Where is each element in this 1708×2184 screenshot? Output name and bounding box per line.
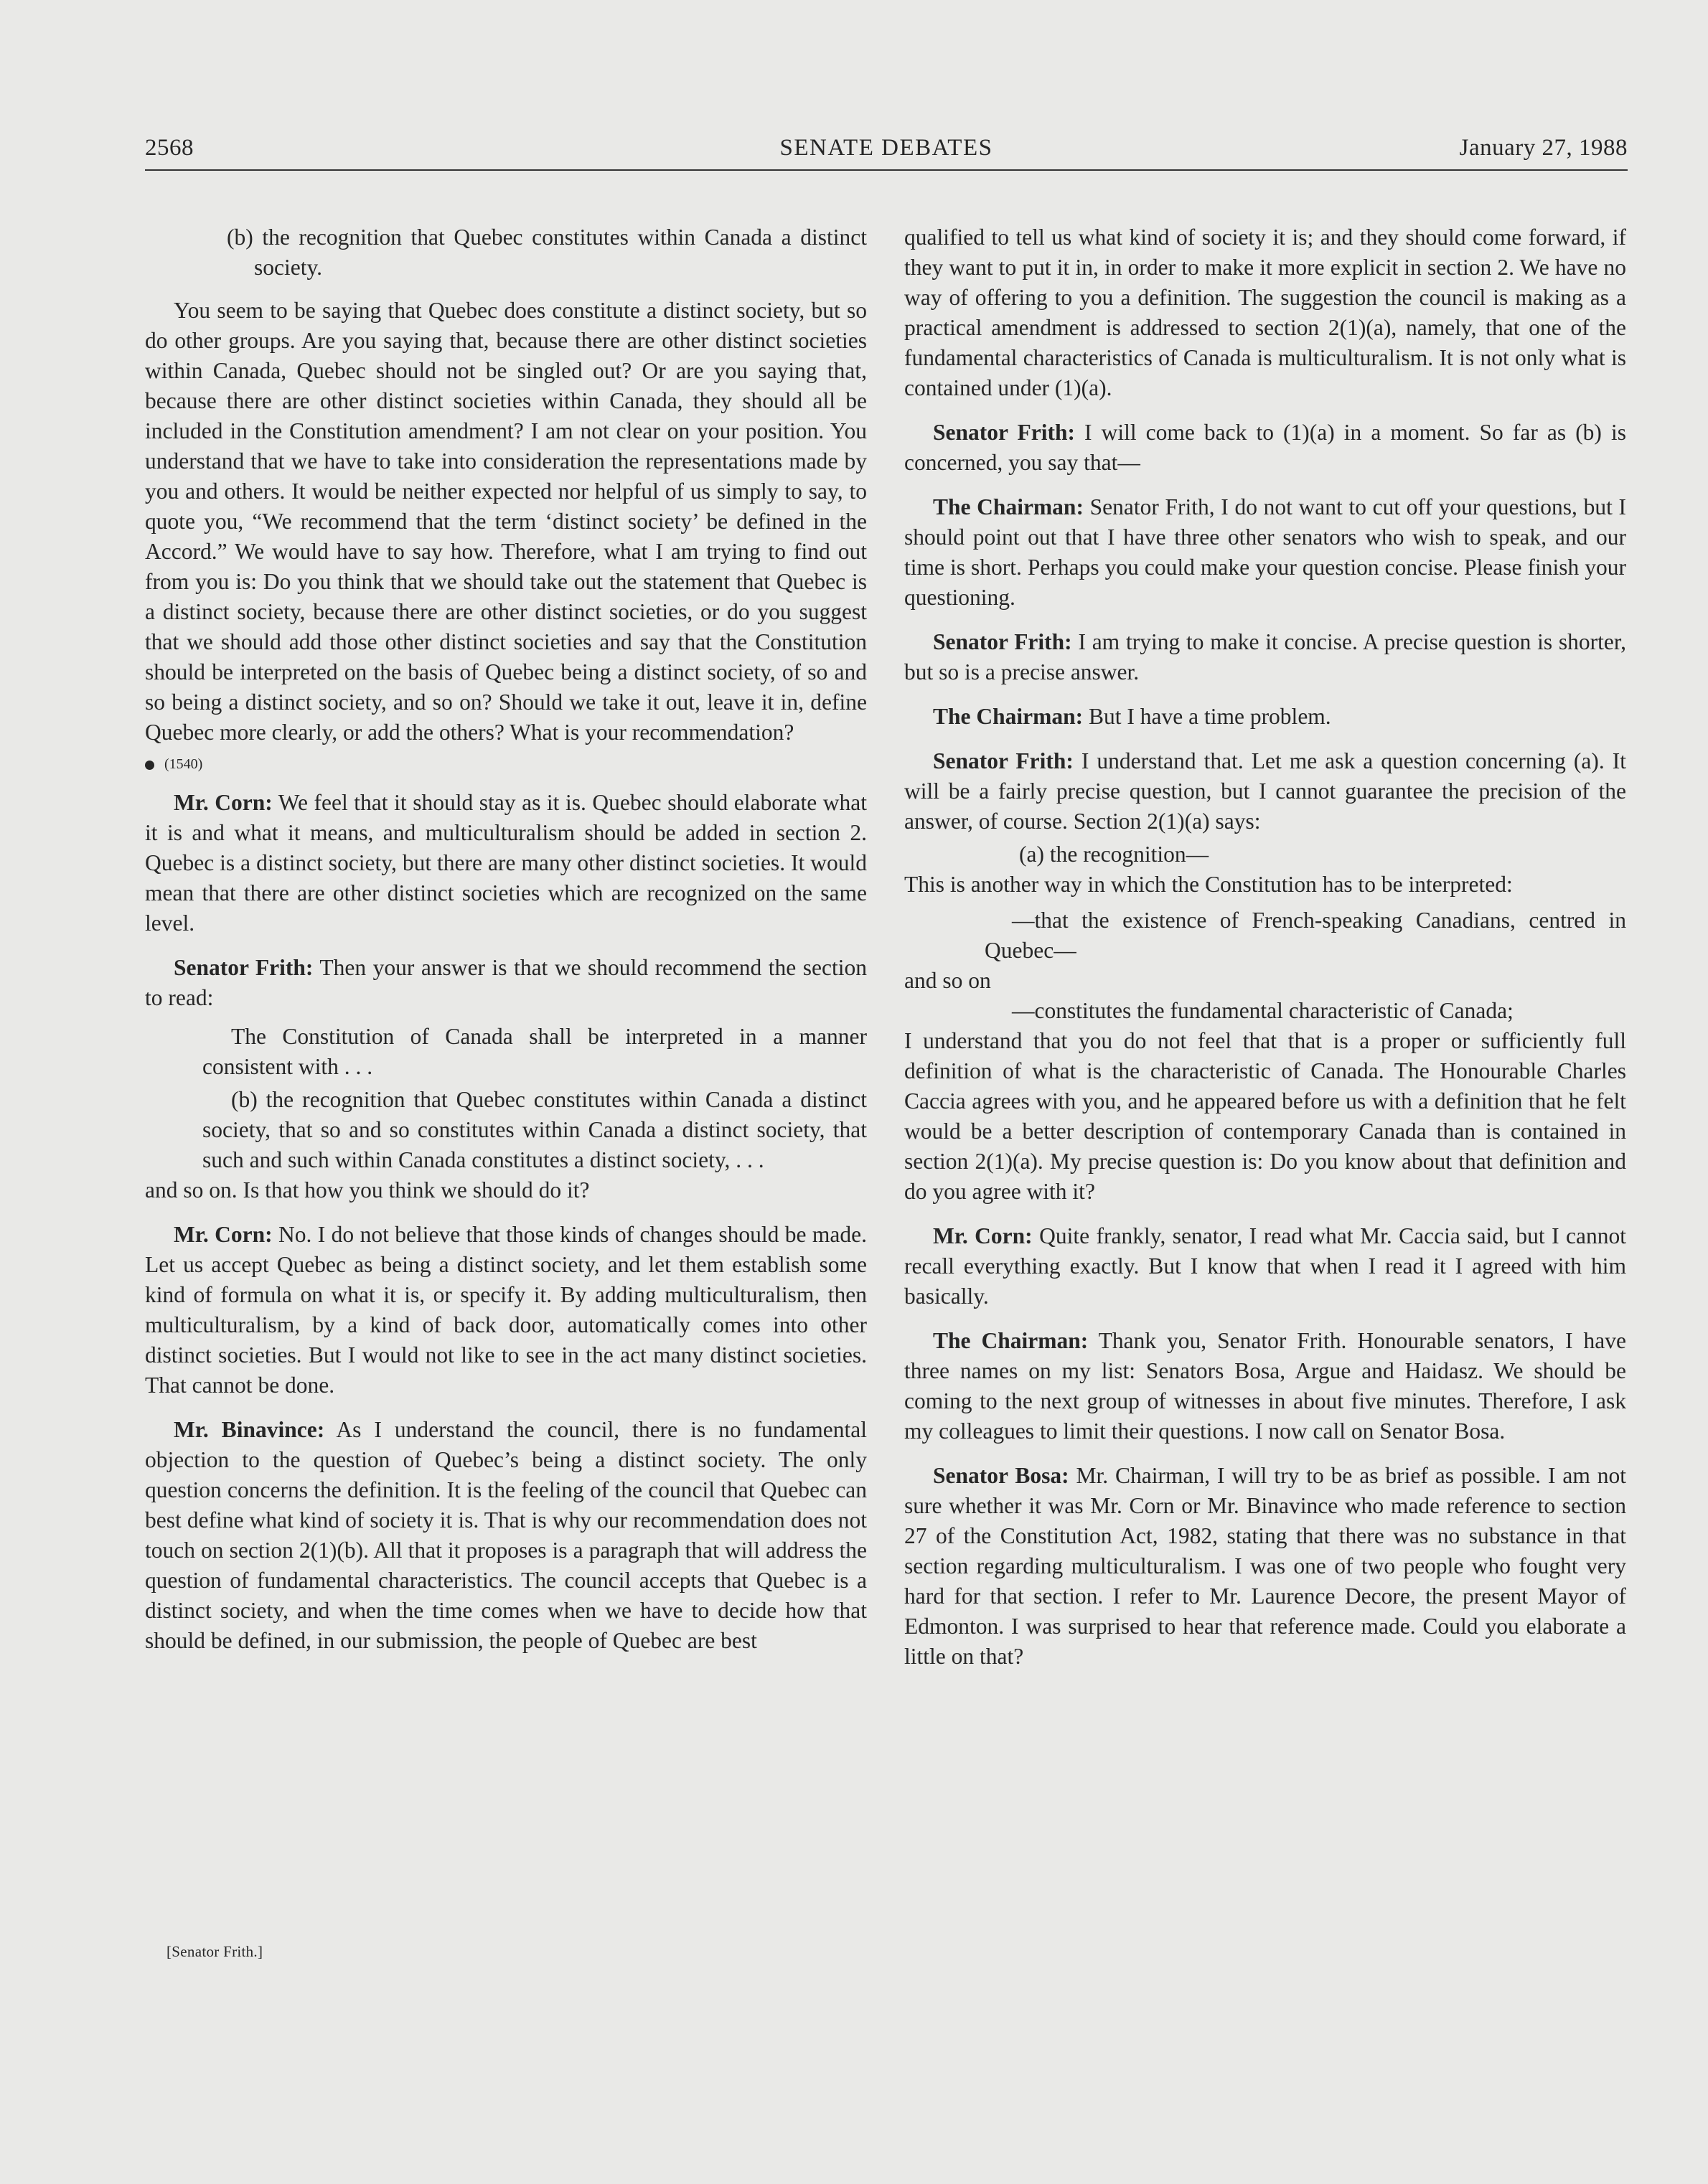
quoted-characteristic: —constitutes the fundamental characteristic of Canada; — [1012, 998, 1514, 1023]
footer-note: [Senator Frith.] — [166, 1943, 263, 1960]
speech-text: But I have a time problem. — [1083, 704, 1331, 729]
speaker-name: Senator Frith: — [933, 420, 1075, 445]
speech-frith — [904, 627, 1626, 687]
time-marker: (1540) — [145, 752, 867, 776]
speech-chairman — [904, 702, 1626, 732]
speaker-name: Mr. Corn: — [174, 1222, 273, 1247]
speech-text: Then your answer is that we should recommend the section to read: — [145, 955, 867, 1010]
speech-text: Thank you, Senator Frith. Honourable senators, I have three names on my list: Senators Bosa, Argue and Haidasz. We should be coming to the next group of witnesses in about five minutes. Therefore, I ask my colleagues to limit their questions. I now call on Senator Bosa. — [904, 1328, 1626, 1444]
speech-text: Quite frankly, senator, I read what Mr. Caccia said, but I cannot recall everything exactly. But I know that when I read it I agreed with him basically. — [904, 1223, 1626, 1309]
speaker-name: Senator Frith: — [174, 955, 314, 980]
speech-chairman — [904, 1326, 1626, 1446]
speech-frith — [904, 746, 1626, 837]
speech-text: I am trying to make it concise. A precise question is shorter, but so is a precise answer. — [904, 629, 1626, 684]
speaker-name: Senator Frith: — [933, 748, 1074, 773]
speech-text: Senator Frith, I do not want to cut off your questions, but I should point out that I have three other senators who wish to speak, and our time is short. Perhaps you could make your question concise. Please finish your questioning. — [904, 494, 1626, 610]
paragraph: qualified to tell us what kind of society it is; and they should come forward, if they want to put it in, in order to make it more explicit in section 2. We have no way of offering to you a definition. The suggestion the council is making as a practical amendment is addressed to section 2(1)(a), namely, that one of the fundamental characteristics of Canada is multiculturalism. It is not only what is contained under (1)(a). — [904, 225, 1626, 400]
speech-corn — [145, 788, 867, 938]
speaker-name: The Chairman: — [933, 1328, 1089, 1353]
speaker-name: Senator Bosa: — [933, 1463, 1069, 1488]
speaker-name: The Chairman: — [933, 494, 1084, 519]
speech-frith — [904, 418, 1626, 478]
paragraph: This is another way in which the Constitution has to be interpreted: — [904, 872, 1513, 897]
right-column — [904, 222, 1626, 1672]
speech-text: Mr. Chairman, I will try to be as brief as possible. I am not sure whether it was Mr. Corn or Mr. Binavince who made reference to section 27 of the Constitution Act, 1982, stating that there was no substance in that section regarding multiculturalism. I was one of two people who fought very hard for that section. I refer to Mr. Laurence Decore, the present Mayor of Edmonton. I was surprised to hear that reference made. Could you elaborate a little on that? — [904, 1463, 1626, 1669]
paragraph: I understand that you do not feel that that is a proper or sufficiently full definition of what is the characteristic of Canada. The Honourable Charles Caccia agrees with you, and he appeared before us with a definition that he felt would be a better description of contemporary Canada than is contained in section 2(1)(a). My precise question is: Do you know about that definition and do you agree with it? — [904, 1028, 1626, 1204]
speech-corn — [904, 1221, 1626, 1312]
quoted-constitution: The Constitution of Canada shall be interpreted in a manner consistent with . . . — [202, 1024, 867, 1079]
publication-date: January 27, 1988 — [1459, 135, 1628, 161]
paragraph: You seem to be saying that Quebec does constitute a distinct society, but so do other groups. Are you saying that, because there are other distinct societies within Canada, Quebec should not be singled out? Or are you saying that, because there are other distinct societies within Canada, they should all be included in the Constitution amendment? I am not clear on your position. You understand that we have to take into consideration the representations made by you and others. It would be neither expected nor helpful of us simply to say, to quote you, “We recommend that the term ‘distinct society’ be defined in the Accord.” We would have to say how. Therefore, what I am trying to find out from you is: Do you think that we should take out the statement that Quebec is a distinct society, because there are other distinct societies, or do you suggest that we should add those other distinct societies and say that the Constitution should be interpreted on the basis of Quebec being a distinct society, of so and so being a distinct society, and so on? Should we take it out, leave it in, define Quebec more clearly, or add the others? What is your recommendation? — [145, 298, 867, 745]
paragraph: and so on. Is that how you think we should do it? — [145, 1177, 590, 1202]
quoted-french-canadians: —that the existence of French-speaking Canadians, centred in Quebec— — [985, 908, 1626, 963]
speech-text: I understand that. Let me ask a question concerning (a). It will be a fairly precise question, but I cannot guarantee the precision of the answer, of course. Section 2(1)(a) says: — [904, 748, 1626, 834]
speech-binavince — [145, 1415, 867, 1656]
speaker-name: Mr. Corn: — [174, 790, 273, 815]
page-header — [145, 133, 1628, 171]
speaker-name: Senator Frith: — [933, 629, 1072, 654]
paragraph: and so on — [904, 968, 991, 993]
speech-corn — [145, 1220, 867, 1401]
quoted-clause-b-extended: (b) the recognition that Quebec constitutes within Canada a distinct society, that so and so constitutes within Canada a distinct society, that such and such within Canada constitutes a distinct society, . . . — [202, 1087, 867, 1172]
quoted-clause-a: (a) the recognition— — [1019, 842, 1209, 867]
quoted-clause-b: (b) the recognition that Quebec constitutes within Canada a distinct society. — [227, 225, 867, 280]
speech-frith — [145, 953, 867, 1013]
speaker-name: The Chairman: — [933, 704, 1084, 729]
speech-text: We feel that it should stay as it is. Quebec should elaborate what it is and what it means, and multiculturalism should be added in section 2. Quebec is a distinct society, but there are many other distinct societies. It would mean that there are other distinct societies which are recognized on the same level. — [145, 790, 868, 936]
page-number: 2568 — [145, 135, 194, 161]
speaker-name: Mr. Binavince: — [174, 1417, 325, 1442]
bullet-icon — [145, 761, 154, 770]
speaker-name: Mr. Corn: — [933, 1223, 1033, 1248]
left-column — [145, 222, 867, 1656]
publication-title: SENATE DEBATES — [779, 135, 993, 161]
speech-text: I will come back to (1)(a) in a moment. So far as (b) is concerned, you say that— — [904, 420, 1626, 475]
speech-text: As I understand the council, there is no fundamental objection to the question of Quebec’s being a distinct society. The only question concerns the definition. It is the feeling of the council that Quebec can best define what kind of society it is. That is why our recommendation does not touch on section 2(1)(b). All that it proposes is a paragraph that will address the question of fundamental characteristics. The council accepts that Quebec is a distinct society, and when the time comes when we have to decide how that should be defined, in our submission, the people of Quebec are best — [145, 1417, 867, 1653]
speech-chairman — [904, 492, 1626, 613]
speech-text: No. I do not believe that those kinds of changes should be made. Let us accept Quebec as being a distinct society, and let them establish some kind of formula on what it is, or specify it. By adding multiculturalism, then multiculturalism, by a kind of back door, automatically comes into other distinct societies. But I would not like to see in the act many distinct societies. That cannot be done. — [145, 1222, 867, 1398]
speech-bosa — [904, 1461, 1626, 1672]
